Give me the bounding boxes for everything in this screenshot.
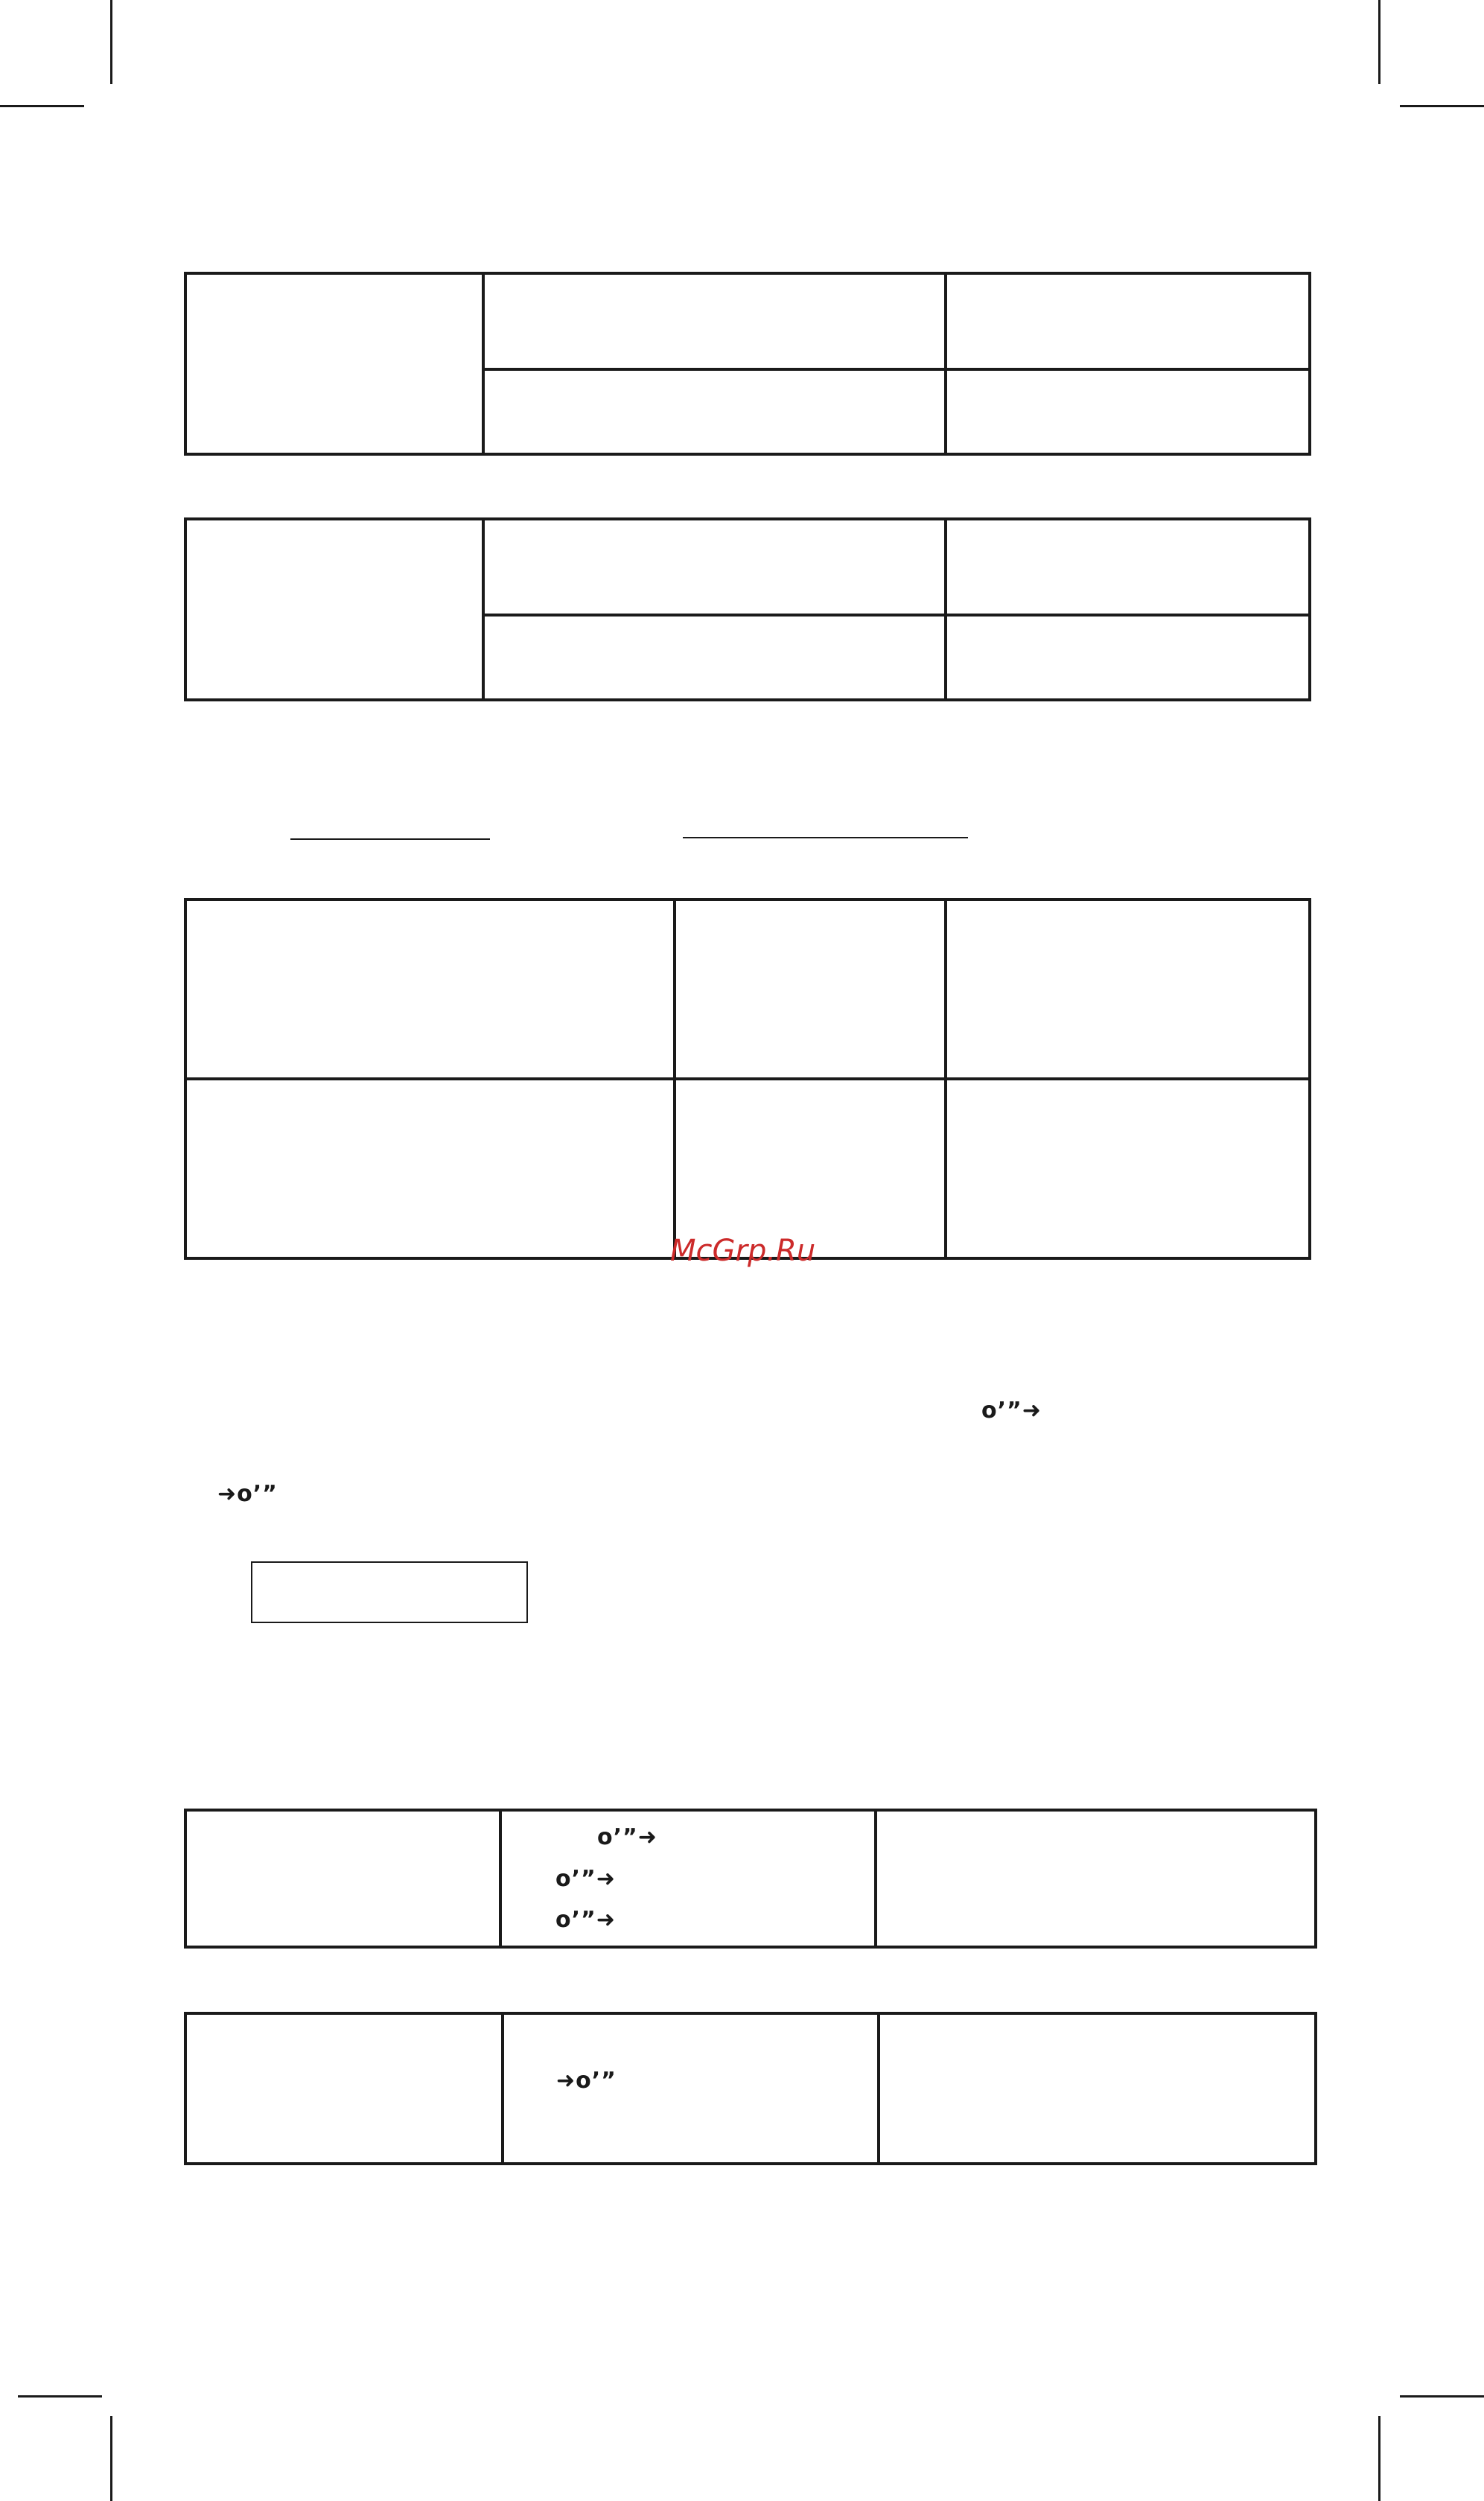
crop-mark-top-right-vertical xyxy=(1378,0,1380,84)
table-5-col-divider-1 xyxy=(501,2012,504,2165)
table-4-col-divider-1 xyxy=(499,1809,502,1949)
table-4 xyxy=(184,1809,1317,1949)
table-1-col-divider-1 xyxy=(482,272,485,456)
dms-to-decimal-symbol: o’”➜ xyxy=(981,1398,1042,1424)
crop-mark-bottom-left-horizontal xyxy=(18,2395,102,2398)
table-2-col-divider-2 xyxy=(944,517,947,701)
table-3-row-divider xyxy=(184,1077,1311,1080)
table-1-row-divider xyxy=(482,368,1311,371)
table-1-col-divider-2 xyxy=(944,272,947,456)
table-4-symbol-2: o’”➜ xyxy=(555,1866,616,1892)
crop-mark-bottom-left-vertical xyxy=(110,2416,112,2501)
table-5 xyxy=(184,2012,1317,2165)
crop-mark-top-right-horizontal xyxy=(1400,105,1484,107)
crop-mark-top-left-horizontal xyxy=(0,105,84,107)
underline-right xyxy=(683,837,968,838)
watermark: McGrp.Ru xyxy=(670,1234,816,1268)
underline-left xyxy=(290,838,490,840)
crop-mark-bottom-right-vertical xyxy=(1378,2416,1380,2501)
table-5-col-divider-2 xyxy=(877,2012,880,2165)
table-2 xyxy=(184,517,1311,701)
table-4-symbol-3: o’”➜ xyxy=(555,1907,616,1933)
table-4-symbol-1: o’”➜ xyxy=(597,1824,657,1850)
table-2-col-divider-1 xyxy=(482,517,485,701)
table-1 xyxy=(184,272,1311,456)
display-box xyxy=(251,1561,528,1623)
crop-mark-bottom-right-horizontal xyxy=(1400,2395,1484,2398)
crop-mark-top-left-vertical xyxy=(110,0,112,84)
decimal-to-dms-symbol: ➜o’” xyxy=(217,1481,278,1507)
table-2-row-divider xyxy=(482,614,1311,617)
table-4-col-divider-2 xyxy=(874,1809,877,1949)
table-5-symbol-1: ➜o’” xyxy=(556,2068,617,2094)
